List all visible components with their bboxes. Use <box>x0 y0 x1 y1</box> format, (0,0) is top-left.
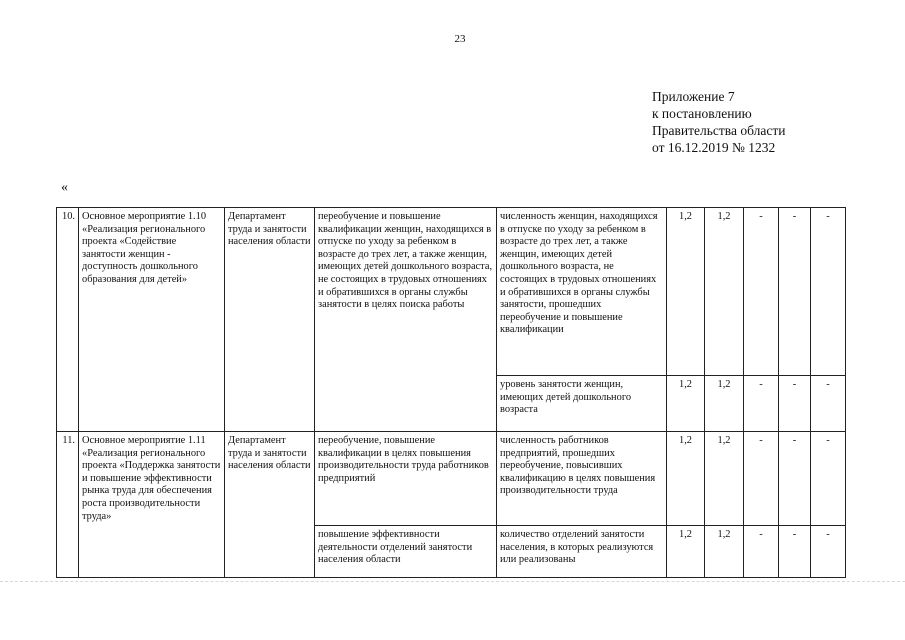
action-cell: повышение эффективности деятельности отделений занятости населения области <box>315 526 497 578</box>
indicator-cell: численность женщин, находящихся в отпуске по уходу за ребенком в возрасте до трех лет, а также женщин, имеющих детей дошкольного возраста, не состоящих в трудовых отношениях и обратившихся в органы службы занятости, прошедших переобучение и повышение квалификации <box>497 208 667 376</box>
value-cell: - <box>744 208 779 376</box>
appendix-line-1: Приложение 7 <box>652 89 735 104</box>
value-cell: 1,2 <box>705 526 744 578</box>
executor-cell: Департамент труда и занятости населения области <box>225 432 315 578</box>
value-cell: 1,2 <box>705 432 744 526</box>
appendix-line-2: к постановлению <box>652 106 752 121</box>
value-cell: 1,2 <box>667 432 705 526</box>
value-cell: - <box>744 526 779 578</box>
value-cell: - <box>811 376 846 432</box>
value-cell: 1,2 <box>705 208 744 376</box>
indicator-cell: количество отделений занятости населения, в которых реализуются или реализованы <box>497 526 667 578</box>
indicator-cell: уровень занятости женщин, имеющих детей дошкольного возраста <box>497 376 667 432</box>
value-cell: - <box>811 208 846 376</box>
value-cell: - <box>779 376 811 432</box>
indicator-cell: численность работников предприятий, прошедших переобучение, повысивших квалификацию в целях повышения производительности труда <box>497 432 667 526</box>
value-cell: 1,2 <box>705 376 744 432</box>
table-row <box>57 208 846 376</box>
value-cell: 1,2 <box>667 526 705 578</box>
action-cell: переобучение, повышение квалификации в целях повышения производительности труда работников предприятий <box>315 432 497 526</box>
value-cell: 1,2 <box>667 208 705 376</box>
table-row <box>57 432 846 526</box>
value-cell: - <box>779 526 811 578</box>
value-cell: - <box>811 526 846 578</box>
page-number: 23 <box>454 33 466 45</box>
value-cell: - <box>744 376 779 432</box>
page-divider <box>0 581 905 582</box>
row-number: 10. <box>57 208 79 432</box>
appendix-line-4: от 16.12.2019 № 1232 <box>652 140 776 155</box>
opening-quote-mark: « <box>61 180 68 195</box>
appendix-header <box>652 88 785 156</box>
row-number: 11. <box>57 432 79 578</box>
value-cell: - <box>811 432 846 526</box>
executor-cell: Департамент труда и занятости населения области <box>225 208 315 432</box>
value-cell: - <box>779 208 811 376</box>
measures-table <box>56 207 846 578</box>
event-cell: Основное мероприятие 1.11 «Реализация регионального проекта «Поддержка занятости и повышение эффективности рынка труда для обеспечения роста производительности труда» <box>79 432 225 578</box>
appendix-line-3: Правительства области <box>652 123 786 138</box>
event-cell: Основное мероприятие 1.10 «Реализация регионального проекта «Содействие занятости женщин - доступность дошкольного образования для детей» <box>79 208 225 432</box>
value-cell: - <box>779 432 811 526</box>
action-cell: переобучение и повышение квалификации женщин, находящихся в отпуске по уходу за ребенком в возрасте до трех лет, а также женщин, имеющих детей дошкольного возраста, не состоящих в трудовых отношениях и обратившихся в органы службы занятости в целях поиска работы <box>315 208 497 432</box>
value-cell: 1,2 <box>667 376 705 432</box>
value-cell: - <box>744 432 779 526</box>
